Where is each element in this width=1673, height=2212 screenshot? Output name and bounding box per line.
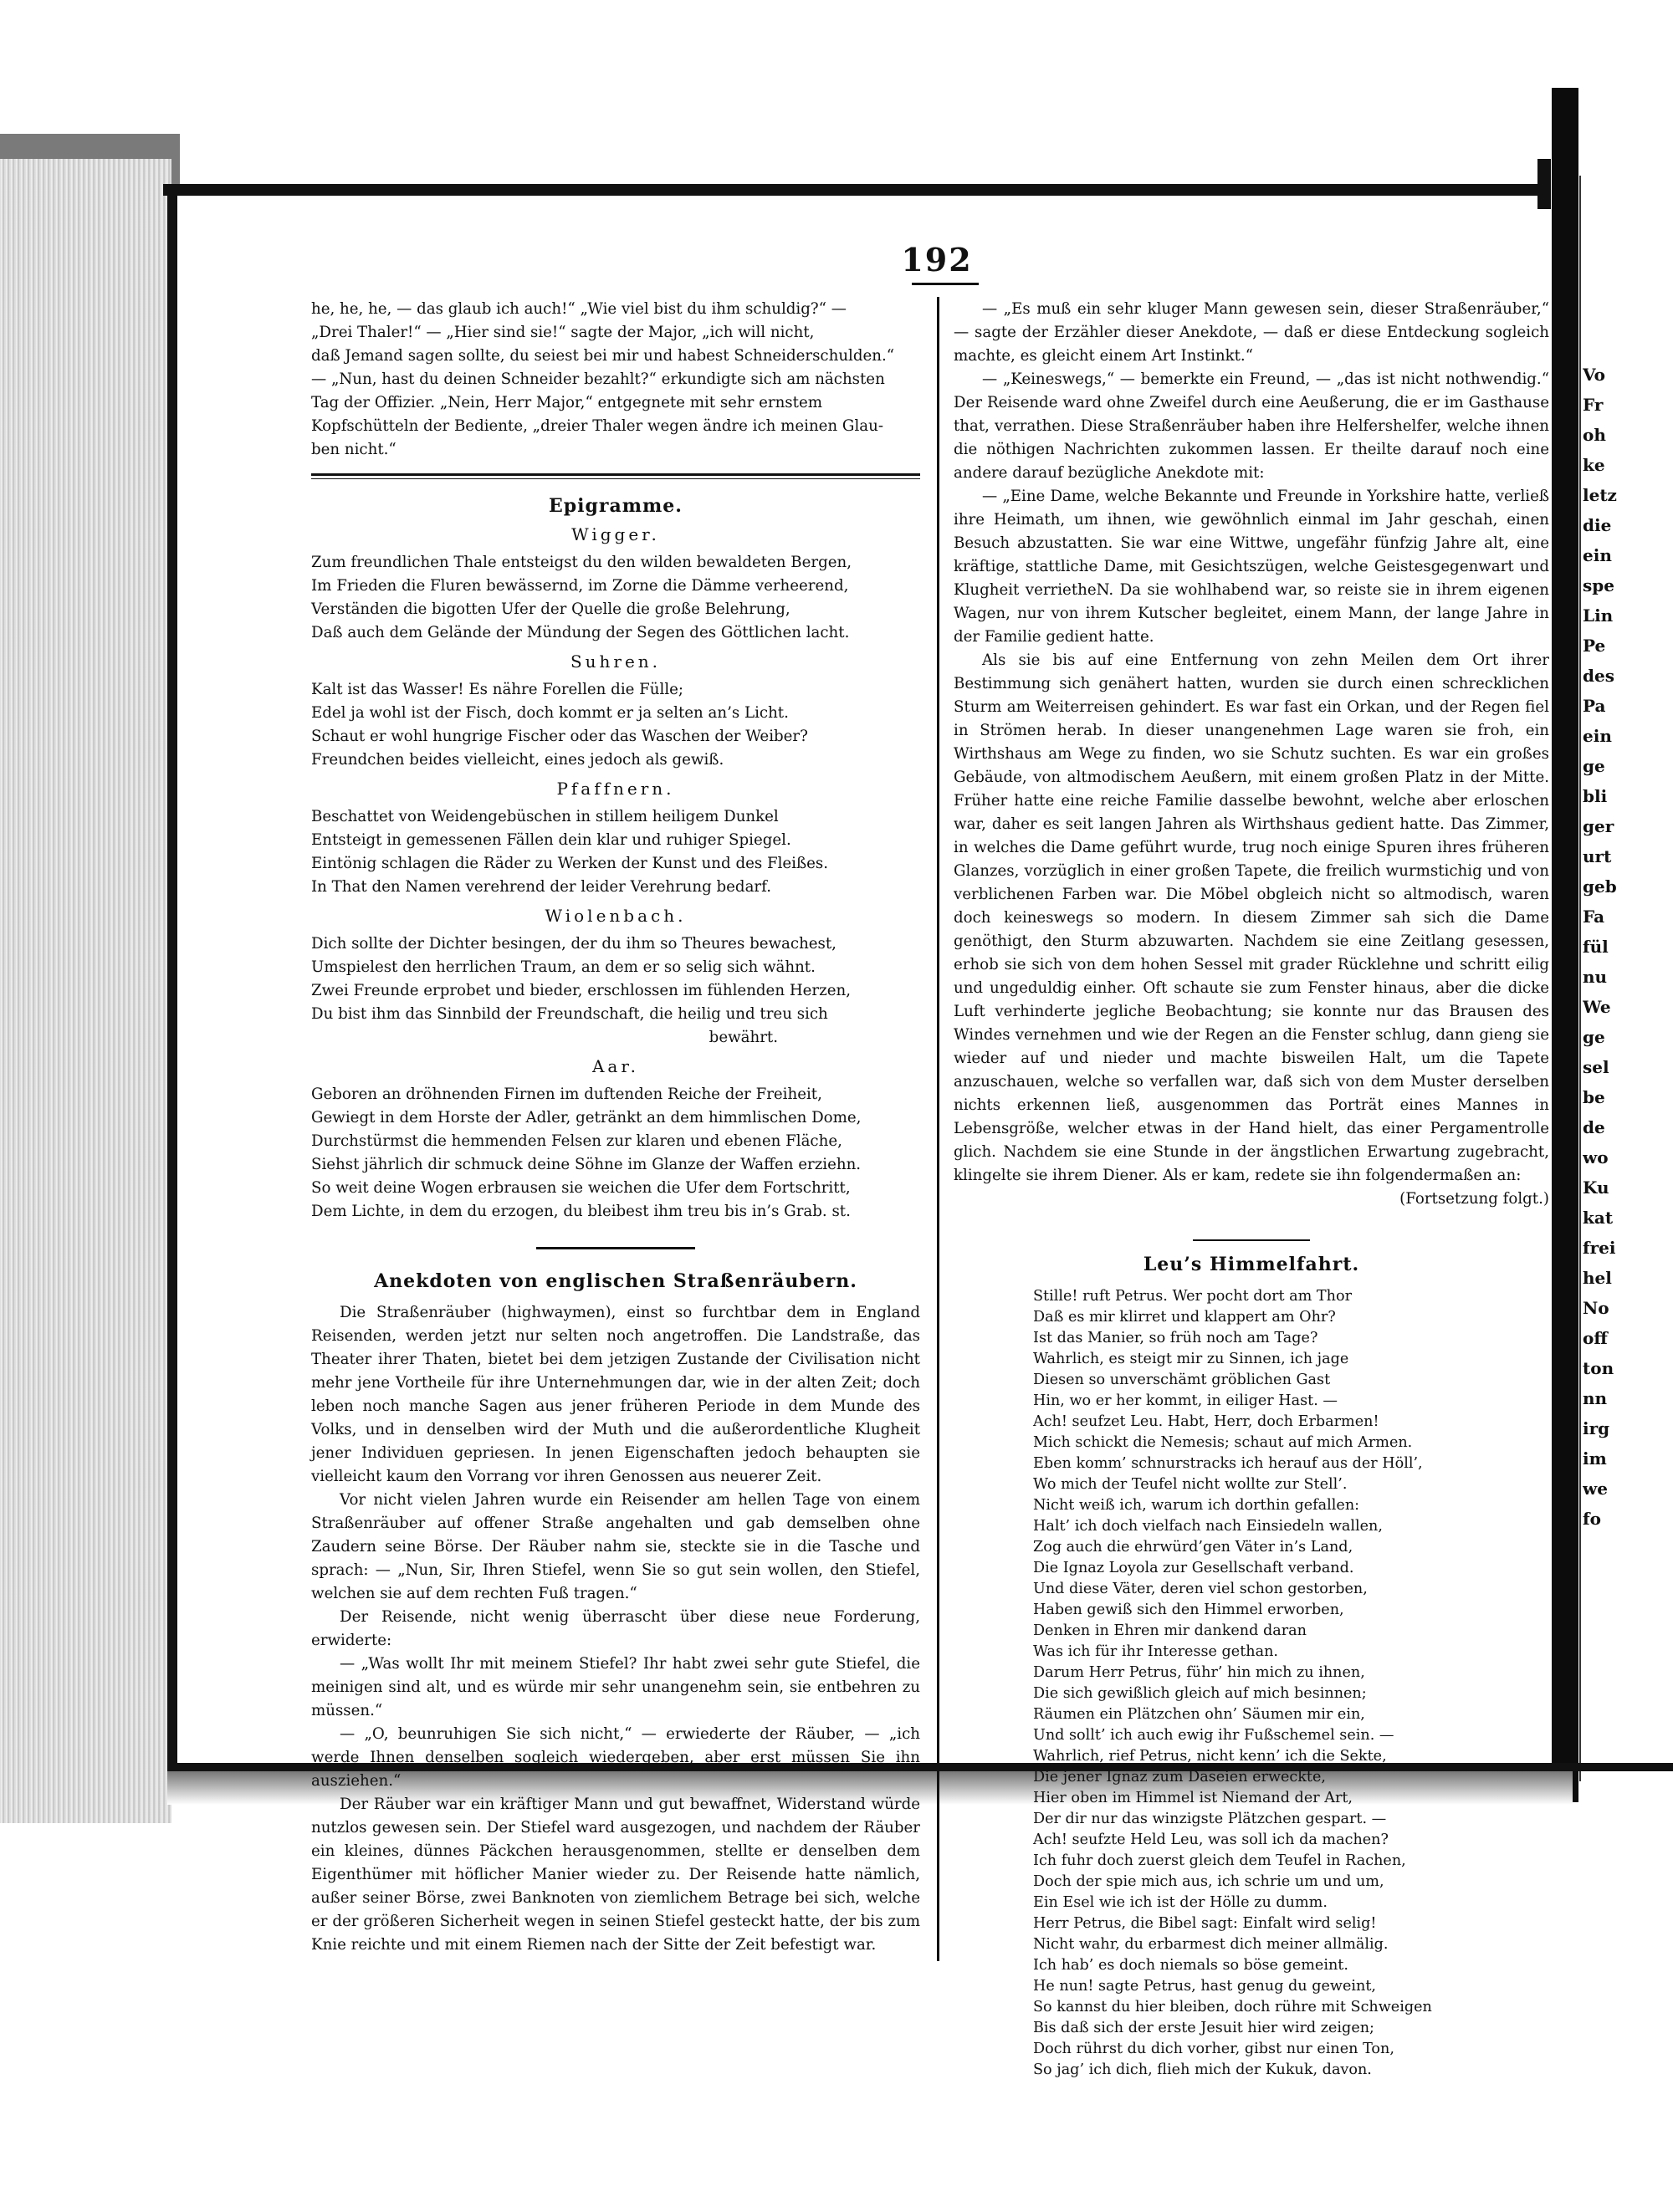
- facing-page-fragment: We: [1583, 997, 1611, 1017]
- facing-page-fragments: [1583, 360, 1666, 1534]
- poem-line: Siehst jährlich dir schmuck deine Söhne im Glanze der Waffen erziehn.: [311, 1156, 862, 1173]
- facing-page-fragment: spe: [1583, 575, 1614, 595]
- poem-line: Was ich für ihr Interesse gethan.: [1033, 1643, 1279, 1660]
- facing-page-fragment: Vo: [1583, 365, 1606, 385]
- facing-page-fragment: Pe: [1583, 636, 1606, 656]
- poem-line: Die jener Ignaz zum Daseien erweckte,: [1033, 1769, 1327, 1785]
- poem-line: Im Frieden die Fluren bewässernd, im Zorne die Dämme verheerend,: [311, 577, 849, 595]
- facing-page-fragment: bli: [1583, 786, 1608, 806]
- section-rule-small: [1193, 1239, 1310, 1241]
- facing-page-fragment: Fa: [1583, 907, 1605, 927]
- facing-page-fragment: off: [1583, 1328, 1608, 1348]
- poem-title: Wigger.: [571, 524, 660, 544]
- paragraph: — „Es muß ein sehr kluger Mann gewesen sein, dieser Straßenräuber,“ — sagte der Erzähler dieser Anekdote, — daß er diese Entdeckung sogleich machte, es gleicht einem Art Instinkt.“: [954, 300, 1549, 365]
- page-left-border: [167, 184, 177, 1765]
- poem-line: So weit deine Wogen erbrausen sie weichen die Ufer dem Fortschritt,: [311, 1179, 851, 1197]
- scan-background: [0, 0, 1673, 184]
- page-number: 192: [901, 241, 973, 278]
- poem-line: Hin, wo er her kommt, in eiliger Hast. —: [1033, 1392, 1338, 1409]
- poem-wiolenbach: [311, 904, 920, 1050]
- facing-page-fragment: ge: [1583, 756, 1605, 776]
- poem-leus-himmelfahrt: [1033, 1286, 1549, 2081]
- poem-line: Schaut er wohl hungrige Fischer oder das Waschen der Weiber?: [311, 728, 808, 745]
- poem-line: Gewiegt in dem Horste der Adler, getränkt an dem himmlischen Dome,: [311, 1109, 862, 1126]
- poem-line: Der dir nur das winzigste Plätzchen gespart. —: [1033, 1811, 1387, 1827]
- poem-suhren: [311, 650, 920, 772]
- facing-page-fragment: de: [1583, 1117, 1605, 1137]
- poem-line: Wahrlich, rief Petrus, nicht kenn’ ich die Sekte,: [1033, 1748, 1387, 1765]
- poem-wigger: [311, 523, 920, 645]
- facing-page-fragment: Pa: [1583, 696, 1606, 716]
- poem-title: Wiolenbach.: [545, 906, 687, 926]
- right-column: [954, 298, 1549, 2081]
- facing-page-fragment: nu: [1583, 967, 1608, 987]
- intro-line: ben nicht.“: [311, 441, 397, 458]
- poem-line: Beschattet von Weidengebüschen in stillem heiligem Dunkel: [311, 808, 779, 825]
- poem-line: Wahrlich, es steigt mir zu Sinnen, ich jage: [1033, 1351, 1349, 1367]
- facing-page-fragment: ke: [1583, 455, 1605, 475]
- facing-page-fragment: be: [1583, 1087, 1605, 1107]
- poem-line: So jag’ ich dich, flieh mich der Kukuk, davon.: [1033, 2061, 1372, 2078]
- poem-line: Wo mich der Teufel nicht wollte zur Stell’.: [1033, 1476, 1348, 1493]
- facing-page-fragment: wo: [1583, 1147, 1609, 1167]
- poem-line: Mich schickt die Nemesis; schaut auf mich Armen.: [1033, 1434, 1413, 1451]
- facing-page-fragment: Ku: [1583, 1178, 1609, 1198]
- poem-line: Dich sollte der Dichter besingen, der du ihm so Theures bewachest,: [311, 935, 836, 953]
- poem-line: Zwei Freunde erprobet und bieder, erschlossen im fühlenden Herzen,: [311, 982, 851, 999]
- facing-page-fragment: ger: [1583, 816, 1614, 836]
- anekdoten-heading: Anekdoten von englischen Straßenräubern.: [374, 1270, 857, 1292]
- poem-line: So kannst du hier bleiben, doch rühre mit Schweigen: [1033, 1999, 1432, 2015]
- facing-page-fragment: No: [1583, 1298, 1609, 1318]
- paragraph: — „Was wollt Ihr mit meinem Stiefel? Ihr habt zwei sehr gute Stiefel, die meinigen sind alt, und es würde mir sehr unangenehm sein, sie entbehren zu müssen.“: [311, 1655, 920, 1719]
- page-top-border: [163, 184, 1543, 196]
- column-divider: [937, 297, 939, 1961]
- poem-line: Diesen so unverschämt gröblichen Gast: [1033, 1372, 1331, 1388]
- poem-line: He nun! sagte Petrus, hast genug du geweint,: [1033, 1978, 1376, 1995]
- continuation-note: (Fortsetzung folgt.): [1399, 1190, 1549, 1208]
- facing-page-fragment: die: [1583, 515, 1612, 535]
- poem-line: Und sollt’ ich auch ewig ihr Fußschemel sein. —: [1033, 1727, 1394, 1744]
- poem-line: Eintönig schlagen die Räder zu Werken der Kunst und des Fleißes.: [311, 855, 829, 872]
- poem-line: Geboren an dröhnenden Firnen im duftenden Reiche der Freiheit,: [311, 1086, 822, 1103]
- facing-page-fragment: Lin: [1583, 605, 1614, 626]
- poem-line: Edel ja wohl ist der Fisch, doch kommt er ja selten an’s Licht.: [311, 704, 789, 722]
- poem-line: Ich fuhr doch zuerst gleich dem Teufel in Rachen,: [1033, 1852, 1406, 1869]
- facing-page-fragment: im: [1583, 1448, 1607, 1469]
- poem-line: Nicht wahr, du erbarmest dich meiner allmälig.: [1033, 1936, 1389, 1953]
- poem-line: Doch der spie mich aus, ich schrie um und um,: [1033, 1873, 1384, 1890]
- poem-heading: Leu’s Himmelfahrt.: [1143, 1254, 1360, 1275]
- facing-page-fragment: nn: [1583, 1388, 1608, 1408]
- poem-line: Ich hab’ es doch niemals so böse gemeint.: [1033, 1957, 1348, 1974]
- intro-line: „Drei Thaler!“ — „Hier sind sie!“ sagte der Major, „ich will nicht,: [311, 324, 815, 341]
- poem-line: Doch rührst du dich vorher, gibst nur einen Ton,: [1033, 2041, 1394, 2057]
- poem-title: Aar.: [591, 1056, 640, 1076]
- anekdoten-body: [311, 1301, 920, 1957]
- poem-aar: [311, 1055, 920, 1223]
- intro-line: Tag der Offizier. „Nein, Herr Major,“ entgegnete mit sehr ernstem: [311, 394, 822, 411]
- facing-page-fragment: ein: [1583, 726, 1612, 746]
- page-number-rule: [912, 283, 979, 285]
- intro-text: [311, 298, 920, 462]
- poem-line: Entsteigt in gemessenen Fällen dein klar und ruhiger Spiegel.: [311, 831, 791, 849]
- paragraph: Der Räuber war ein kräftiger Mann und gut bewaffnet, Widerstand würde nutzlos gewesen sein. Der Stiefel ward ausgezogen, und nachdem der Räuber ein kleines, dünnes Päckchen herausgenommen, stellte er denselben dem Eigenthümer mit höflicher Manier wieder zu. Der Reisende hatte nämlich, außer seiner Börse, zwei Banknoten von ziemlichem Betrage bei sich, welche er der größeren Sicherheit wegen in seinen Stiefel gesteckt hatte, der bis zum Knie reichte und mit einem Riemen nach der Sitte der Zeit befestigt war.: [311, 1796, 920, 1954]
- poem-line: Verständen die bigotten Ufer der Quelle die große Belehrung,: [311, 600, 790, 618]
- facing-page-fragment: ton: [1583, 1358, 1614, 1378]
- book-gutter-bar: [1552, 88, 1578, 1802]
- poem-line: Umspielest den herrlichen Traum, an dem er so selig sich wähnt.: [311, 958, 816, 976]
- poem-line: Nicht weiß ich, warum ich dorthin gefallen:: [1033, 1497, 1360, 1514]
- poem-line: Ist das Manier, so früh noch am Tage?: [1033, 1330, 1318, 1346]
- facing-page-fragment: oh: [1583, 425, 1606, 445]
- poem-line: Ein Esel wie ich ist der Hölle zu dumm.: [1033, 1894, 1328, 1911]
- intro-line: daß Jemand sagen sollte, du seiest bei mir und habest Schneiderschulden.“: [311, 347, 895, 365]
- poem-line: Dem Lichte, in dem du erzogen, du bleibest ihm treu bis in’s Grab. st.: [311, 1203, 851, 1220]
- facing-page-fragment: frei: [1583, 1238, 1616, 1258]
- poem-line: Ach! seufzte Held Leu, was soll ich da machen?: [1033, 1831, 1389, 1848]
- paragraph: Vor nicht vielen Jahren wurde ein Reisender am hellen Tage von einem Straßenräuber auf offener Straße angehalten und gab demselben ohne Zaudern seine Börse. Der Räuber nahm sie, steckte sie in die Tasche und sprach: — „Nun, Sir, Ihren Stiefel, wenn Sie so gut sein wollen, den Stiefel, welchen sie auf dem rechten Fuß tragen.“: [311, 1491, 920, 1602]
- facing-page-fragment: fül: [1583, 937, 1609, 957]
- poem-line: In That den Namen verehrend der leider Verehrung bedarf.: [311, 878, 771, 896]
- section-rule-short: [536, 1247, 695, 1249]
- paragraph: Als sie bis auf eine Entfernung von zehn Meilen dem Ort ihrer Bestimmung sich genähert hatten, wurden sie durch einen schrecklichen Sturm am Weiterreisen gehindert. Es war fast ein Orkan, und der Regen fiel in Strömen herab. In dieser unangenehmen Lage waren sie froh, ein Wirthshaus am Wege zu finden, wo sie Schutz suchten. Es war ein großes Gebäude, von altmodischem Aeußern, mit einem großen Platz in der Mitte. Früher hatte eine reiche Familie dasselbe bewohnt, welche aber erloschen war, daher es seit langen Jahren als Wirthshaus gedient hatte. Das Zimmer, in welches die Dame geführt wurde, trug noch einige Spuren ihres früheren Glanzes, vorzüglich in einer großen Tapete, die freilich wurmstichig und von verblichenen Farben war. Die Möbel obgleich nicht so altmodisch, waren doch keineswegs so modern. In diesem Zimmer sah sich die Dame genöthigt, den Sturm abzuwarten. Nachdem sie eine Zeitlang gesessen, erhob sie sich von dem hohen Sessel mit grader Rücklehne und schritt eilig und ungeduldig einher. Oft schaute sie zum Fenster hinaus, aber die dicke Luft verhinderte jegliche Beobachtung; sie konnte nur das Brausen des Windes vernehmen und wie der Regen an die Fenster schlug, dann gieng sie wieder auf und nieder und machte bisweilen Halt, um die Tapete anzuschauen, welche so verfallen war, daß sich von dem Muster derselben nichts erkennen ließ, ausgenommen das Porträt eines Mannes in Lebensgröße, welcher etwas in der Hand hielt, das einer Pergamentrolle glich. Nachdem sie eine Stunde in der ängstlichen Erwartung zugebracht, klingelte sie ihrem Diener. Als er kam, redete sie ihn folgendermaßen an:: [954, 651, 1549, 1184]
- facing-page-fragment: we: [1583, 1479, 1608, 1499]
- facing-page-fragment: ein: [1583, 545, 1612, 565]
- poem-line: Räumen ein Plätzchen ohn’ Säumen mir ein,: [1033, 1706, 1365, 1723]
- intro-line: — „Nun, hast du deinen Schneider bezahlt?“ erkundigte sich am nächsten: [311, 370, 885, 388]
- poem-line: Und diese Väter, deren viel schon gestorben,: [1033, 1581, 1368, 1597]
- poem-line: Eben komm’ schnurstracks ich herauf aus der Höll’,: [1033, 1455, 1423, 1472]
- poem-title: Pfaffnern.: [556, 779, 675, 799]
- facing-page-fragment: irg: [1583, 1418, 1610, 1438]
- poem-line: Daß es mir klirret und klappert am Ohr?: [1033, 1309, 1336, 1326]
- facing-page-fragment: sel: [1583, 1057, 1609, 1077]
- facing-page-fragment: letz: [1583, 485, 1617, 505]
- facing-page-fragment: des: [1583, 666, 1614, 686]
- poem-line: Ach! seufzet Leu. Habt, Herr, doch Erbarmen!: [1033, 1413, 1379, 1430]
- book-gutter-notch: [1537, 159, 1551, 209]
- epigramme-heading: Epigramme.: [549, 495, 683, 517]
- poem-line: Haben gewiß sich den Himmel erworben,: [1033, 1602, 1344, 1618]
- poem-line: Die Ignaz Loyola zur Gesellschaft verband.: [1033, 1560, 1354, 1576]
- facing-page-fragment: fo: [1583, 1509, 1601, 1529]
- poem-line: Daß auch dem Gelände der Mündung der Segen des Göttlichen lacht.: [311, 624, 850, 641]
- section-rule: [311, 473, 920, 479]
- poem-line: Stille! ruft Petrus. Wer pocht dort am Thor: [1033, 1288, 1353, 1305]
- facing-page-fragment: Fr: [1583, 395, 1604, 415]
- intro-line: he, he, he, — das glaub ich auch!“ „Wie viel bist du ihm schuldig?“ —: [311, 300, 847, 318]
- poem-line: Halt’ ich doch vielfach nach Einsiedeln wallen,: [1033, 1518, 1383, 1535]
- paragraph: — „Keineswegs,“ — bemerkte ein Freund, — „das ist nicht nothwendig.“ Der Reisende ward ohne Zweifel durch eine Aeußerung, die er im Gasthause that, verrathen. Diese Straßenräuber haben ihre Helfershelfer, welche ihnen die nöthigen Nachrichten zukommen lassen. Er theilte darauf noch eine andere darauf bezügliche Anekdote mit:: [954, 370, 1549, 482]
- paragraph: — „Eine Dame, welche Bekannte und Freunde in Yorkshire hatte, verließ ihre Heimath, um ihnen, wie gewöhnlich einmal im Jahr geschah, einen Besuch abzustatten. Sie war eine Wittwe, ungefähr fünfzig Jahre alt, eine kräftige, stattliche Dame, mit Gesichtszügen, welche Geistesgegenwart und Klugheit verrietheN. Da sie wohlhabend war, so reiste sie in ihrem eigenen Wagen, nur von ihrem Kutscher begleitet, einem Mann, der lange Jahre in der Familie gedient hatte.: [954, 488, 1549, 646]
- paragraph: — „O, beunruhigen Sie sich nicht,“ — erwiederte der Räuber, — „ich werde Ihnen denselben sogleich wiedergeben, aber erst müssen Sie ihn ausziehen.“: [311, 1725, 920, 1790]
- facing-page-fragment: hel: [1583, 1268, 1612, 1288]
- paragraph: Die Straßenräuber (highwaymen), einst so furchtbar dem in England Reisenden, werden jetzt nur selten noch angetroffen. Die Landstraße, das Theater ihrer Thaten, bietet bei dem jetzigen Zustande der Civilisation nicht mehr jene Vortheile für ihre Unternehmungen dar, wie in der alten Zeit; doch leben noch manche Sagen aus jener früheren Periode in dem Munde des Volks, und in denselben wird der Muth und die außerordentliche Klugheit jener Individuen gepriesen. In jenen Eigenschaften jedoch behaupten sie vielleicht kaum den Vorrang vor ihren Genossen aus neuerer Zeit.: [311, 1304, 920, 1485]
- poem-line: Zum freundlichen Thale entsteigst du den wilden bewaldeten Bergen,: [311, 554, 852, 571]
- poem-pfaffnern: [311, 777, 920, 899]
- poem-line: Herr Petrus, die Bibel sagt: Einfalt wird selig!: [1033, 1915, 1377, 1932]
- intro-line: Kopfschütteln der Bediente, „dreier Thaler wegen ändre ich meinen Glau-: [311, 417, 883, 435]
- poem-line: Zog auch die ehrwürd’gen Väter in’s Land,: [1033, 1539, 1353, 1556]
- poem-line: Darum Herr Petrus, führ’ hin mich zu ihnen,: [1033, 1664, 1365, 1681]
- poem-line: Bis daß sich der erste Jesuit hier wird zeigen;: [1033, 2020, 1374, 2036]
- book-page-edges: [0, 159, 171, 1823]
- poem-line: Freundchen beides vielleicht, eines jedoch als gewiß.: [311, 751, 724, 769]
- left-column: [311, 298, 920, 1957]
- poem-line: Kalt ist das Wasser! Es nähre Forellen die Fülle;: [311, 681, 684, 698]
- facing-page-fragment: geb: [1583, 876, 1617, 897]
- poem-line: Hier oben im Himmel ist Niemand der Art,: [1033, 1790, 1353, 1806]
- paragraph: Der Reisende, nicht wenig überrascht über diese neue Forderung, erwiderte:: [311, 1608, 920, 1649]
- poem-line: Du bist ihm das Sinnbild der Freundschaft, die heilig und treu sich: [311, 1005, 828, 1023]
- facing-page-fragment: urt: [1583, 846, 1612, 866]
- poem-line-continuation: bewährt.: [709, 1029, 778, 1046]
- poem-line: Durchstürmst die hemmenden Felsen zur klaren und ebenen Fläche,: [311, 1132, 842, 1150]
- poem-title: Suhren.: [570, 651, 662, 672]
- facing-page-fragment: ge: [1583, 1027, 1605, 1047]
- poem-line: Die sich gewißlich gleich auf mich besinnen;: [1033, 1685, 1367, 1702]
- facing-page-fragment: kat: [1583, 1208, 1614, 1228]
- poem-line: Denken in Ehren mir dankend daran: [1033, 1622, 1307, 1639]
